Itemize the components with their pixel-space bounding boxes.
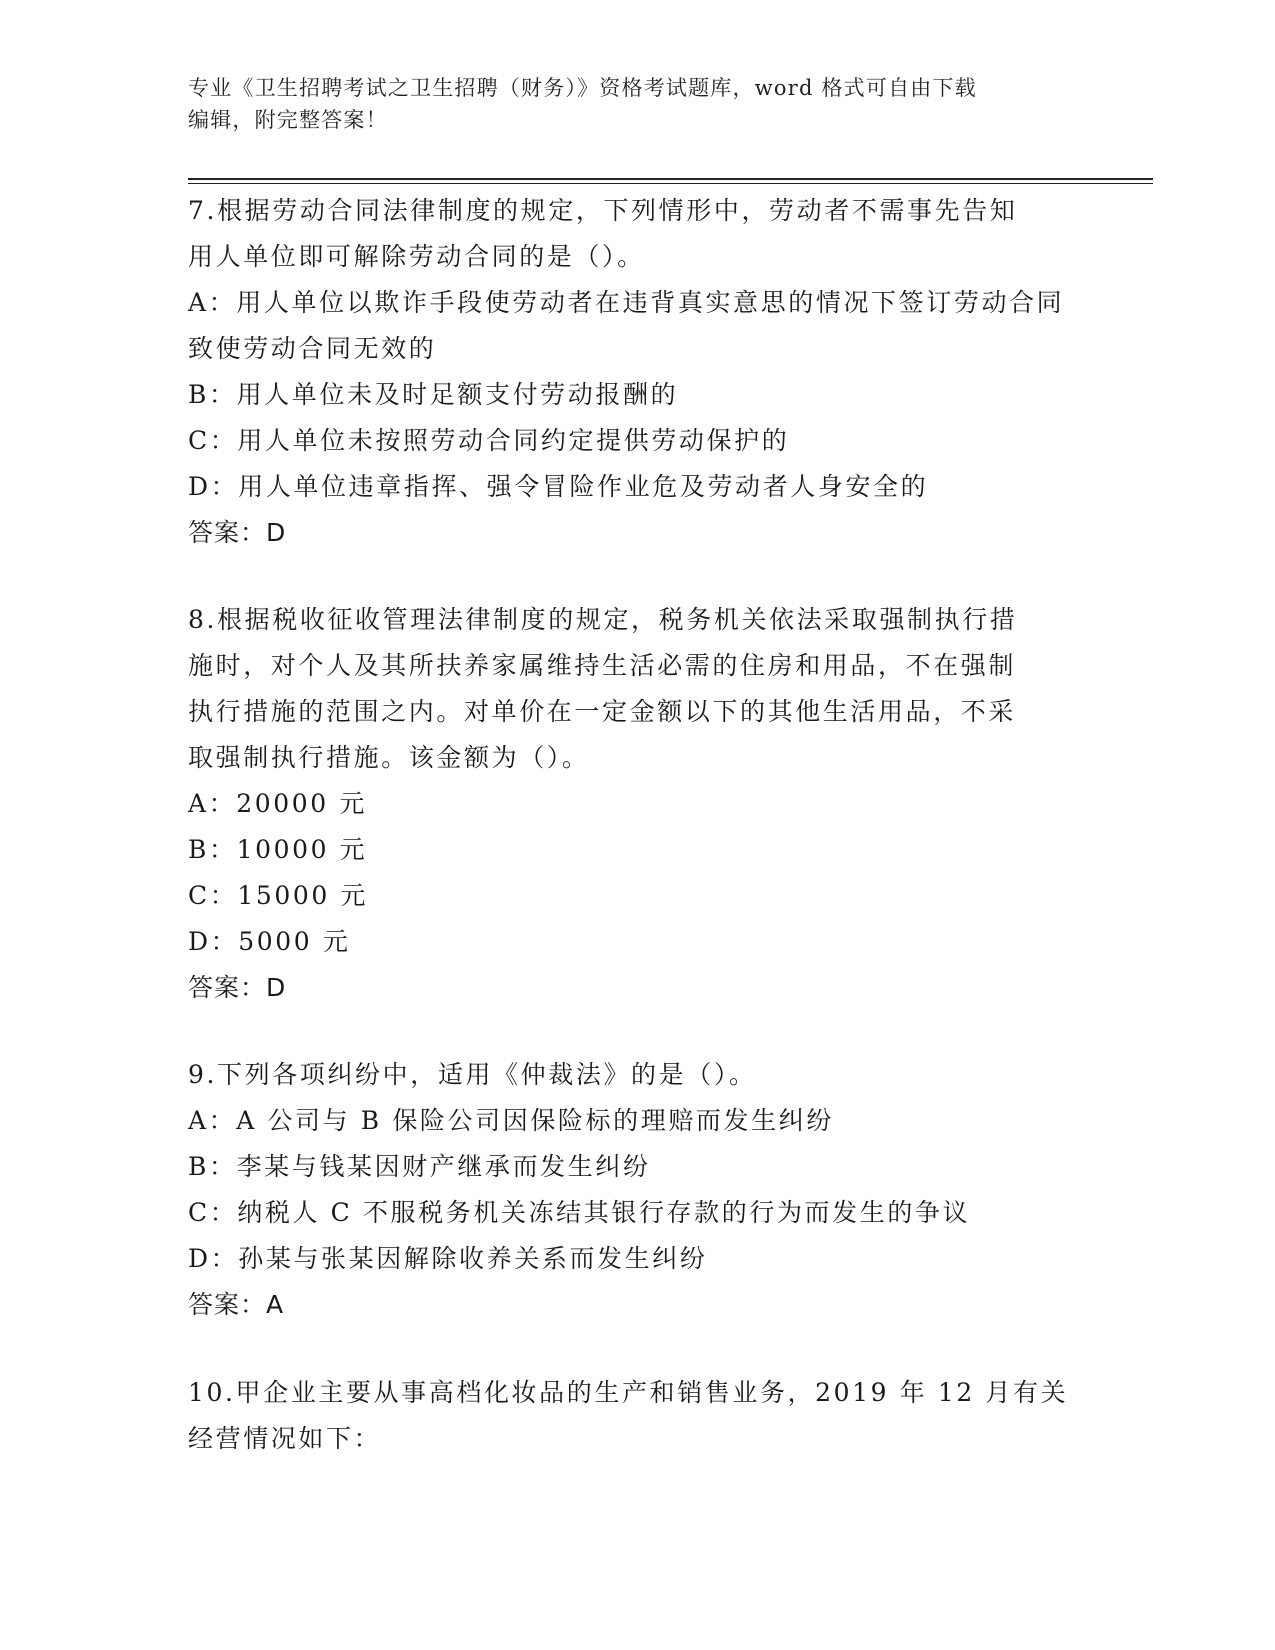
question-10 (188, 1370, 1088, 1462)
answer: 答案：A (188, 1290, 285, 1319)
question-stem-line: 执行措施的范围之内。对单价在一定金额以下的其他生活用品，不采 (188, 697, 1017, 726)
question-stem-line: 9.下列各项纠纷中，适用《仲裁法》的是（）。 (188, 1060, 757, 1089)
option-c: C：15000 元 (188, 881, 369, 910)
header-rule-thick (188, 178, 1153, 180)
option-d: D：孙某与张某因解除收养关系而发生纠纷 (188, 1244, 708, 1273)
question-stem-line: 经营情况如下： (188, 1424, 382, 1453)
header-line-1: 专业《卫生招聘考试之卫生招聘（财务）》资格考试题库，word 格式可自由下载 (188, 76, 977, 100)
option-d: D：5000 元 (188, 927, 351, 956)
question-7 (188, 188, 1088, 556)
question-stem-line: 取强制执行措施。该金额为（）。 (188, 743, 590, 772)
option-a: A：用人单位以欺诈手段使劳动者在违背真实意思的情况下签订劳动合同致使劳动合同无效的 (188, 288, 1065, 363)
question-9 (188, 1052, 1088, 1328)
option-b: B：用人单位未及时足额支付劳动报酬的 (188, 380, 679, 409)
option-c: C：用人单位未按照劳动合同约定提供劳动保护的 (188, 426, 790, 455)
option-c: C：纳税人 C 不服税务机关冻结其银行存款的行为而发生的争议 (188, 1198, 971, 1227)
option-a: A：20000 元 (188, 789, 367, 818)
document-header (188, 72, 1088, 136)
answer: 答案：D (188, 973, 287, 1002)
question-stem-line: 用人单位即可解除劳动合同的是（）。 (188, 242, 645, 271)
question-stem-line: 8.根据税收征收管理法律制度的规定，税务机关依法采取强制执行措 (188, 605, 1018, 634)
question-stem-line: 10.甲企业主要从事高档化妆品的生产和销售业务，2019 年 12 月有关 (188, 1378, 1069, 1407)
option-a: A：A 公司与 B 保险公司因保险标的理赔而发生纠纷 (188, 1106, 834, 1135)
question-8 (188, 597, 1088, 1011)
option-b: B：李某与钱某因财产继承而发生纠纷 (188, 1152, 651, 1181)
option-d: D：用人单位违章指挥、强令冒险作业危及劳动者人身安全的 (188, 472, 929, 501)
header-line-2: 编辑，附完整答案！ (188, 108, 388, 132)
question-stem-line: 施时，对个人及其所扶养家属维持生活必需的住房和用品，不在强制 (188, 651, 1017, 680)
option-b: B：10000 元 (188, 835, 368, 864)
answer: 答案：D (188, 518, 287, 547)
question-stem-line: 7.根据劳动合同法律制度的规定，下列情形中，劳动者不需事先告知 (188, 196, 1018, 225)
header-rule-thin (188, 183, 1153, 184)
